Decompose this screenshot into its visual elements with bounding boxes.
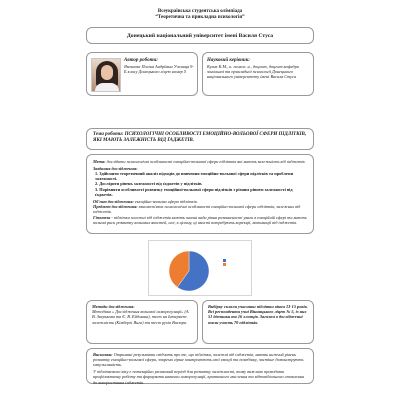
subject-text: взаємозв'язок психологічні особливості емоційно-вольової сфери підлітків, залежних від ґаджетів. <box>93 204 301 215</box>
supervisor-text: Кулик К.М., к. психол. н., доцент, доцент кафедри загальної та прикладної психології Донецького національного університету імені Василя Стуса <box>207 64 300 80</box>
sample-text: Вибірку склали учасники підлітки віком 13-15 років. Всі респонденти учні Вінницького ліцею № 5, із них 51 дівчинки та 16 хлопців. Загалом в дослідженні взяли участь 70 підлітків. <box>208 304 308 325</box>
conclusions-text-2: У підліткового віку є потенційно ризиковий період для розвитку залежності, тому важливо проводити профілактичну роботу та формувати навички саморегуляції, критичного мислення та відповідального ставлення до використання ґаджетів. <box>93 369 304 385</box>
topic-label: Тема роботи: <box>93 132 124 137</box>
pie-chart <box>159 249 219 293</box>
author-heading: Автор роботи: <box>124 58 158 63</box>
tasks-heading: Завдання дослідження: <box>93 165 138 171</box>
aim-label: Мета: <box>93 159 106 164</box>
task-item: 1. Здійснити теоретичний аналіз підходів до вивчення емоційно-вольової сфери підлітків та проблеми залежності. <box>95 170 294 182</box>
conclusions-text-1: Отримані результати свідчать про те, що підлітки, залежні від ґаджетів, мають нижчий рівень розвитку емоційно-вольової сфери, зокрема гірше контролюють свої емоції та поведінку, частіше демонструють імпульсивність. <box>93 352 304 368</box>
pie-chart-card <box>148 240 252 296</box>
goals-box <box>86 154 314 234</box>
author-photo <box>91 58 121 92</box>
university-box <box>86 27 314 44</box>
methods-heading: Методи дослідження: <box>92 304 135 309</box>
methods-text: Методика « Дослідження вольової саморегуляції» (А. В. Зверькова та Є. В. Ейдмана), тест на Інтернет-залежність (Кімберлі Янга) та тест рухів Васюра. <box>92 309 190 325</box>
conclusions-heading: Висновки: <box>93 352 113 357</box>
chart-legend <box>223 259 251 266</box>
object-text: емоційно-вольова сфера підлітків. <box>134 198 198 204</box>
author-text: Яковлєва Поліна Андріївна Учениця 9-Б класу Донецького ліцею номер 5 <box>124 64 194 75</box>
hypothesis-label: Гіпотеза <box>93 214 111 220</box>
legend-swatch-1 <box>223 259 226 262</box>
topic-text: ПСИХОЛОГІЧНІ ОСОБЛИВОСТІ ЕМОЦІЙНО-ВОЛЬОВОЇ СФЕРИ ПІДЛІТКІВ, ЯКІ МАЮТЬ ЗАЛЕЖНІСТЬ ВІД ҐАДЖЕТІВ. <box>93 132 307 143</box>
supervisor-box <box>202 52 314 96</box>
task-item: 3. Порівняти особливості розвитку емоційної-вольової сфери підлітків з різним рівнем залежності від ґаджетів. <box>95 186 293 197</box>
olympiad-title-line2: “Теоретична та прикладна психологія” <box>155 15 245 20</box>
olympiad-title <box>60 9 340 21</box>
supervisor-heading: Науковий керівник: <box>207 58 250 63</box>
university-name: Донецький національний університет імені Василя Стуса <box>126 32 274 39</box>
author-box <box>86 52 198 96</box>
aim-text: дослідити психологічні особливості емоційно-вольової сфери підлітків які мають залежність від ґаджетів. <box>106 159 306 164</box>
conclusions-box <box>86 348 314 384</box>
hypothesis-text: - підлітки залежні від ґаджетів мають значні вади рівня розвиненості уваги в емоційній сфері та мають вольові риси розвитку вольових якостей, але, в цілому, ці якості потребують корекції, мотивації від ґаджетів. <box>93 214 307 225</box>
methods-box <box>86 300 198 344</box>
olympiad-title-line1: Всеукраїнська студентська олімпіада <box>157 9 243 14</box>
object-label: Об'єкт дослідження: <box>93 198 134 204</box>
legend-swatch-2 <box>223 263 226 266</box>
legend-entry-2 <box>223 263 251 267</box>
subject-label: Предмет дослідження: <box>93 204 138 210</box>
topic-box <box>86 128 314 150</box>
sample-box <box>202 300 314 344</box>
task-item: 2. Дослідити рівень залежності від ґаджетів у підлітків. <box>95 181 203 187</box>
